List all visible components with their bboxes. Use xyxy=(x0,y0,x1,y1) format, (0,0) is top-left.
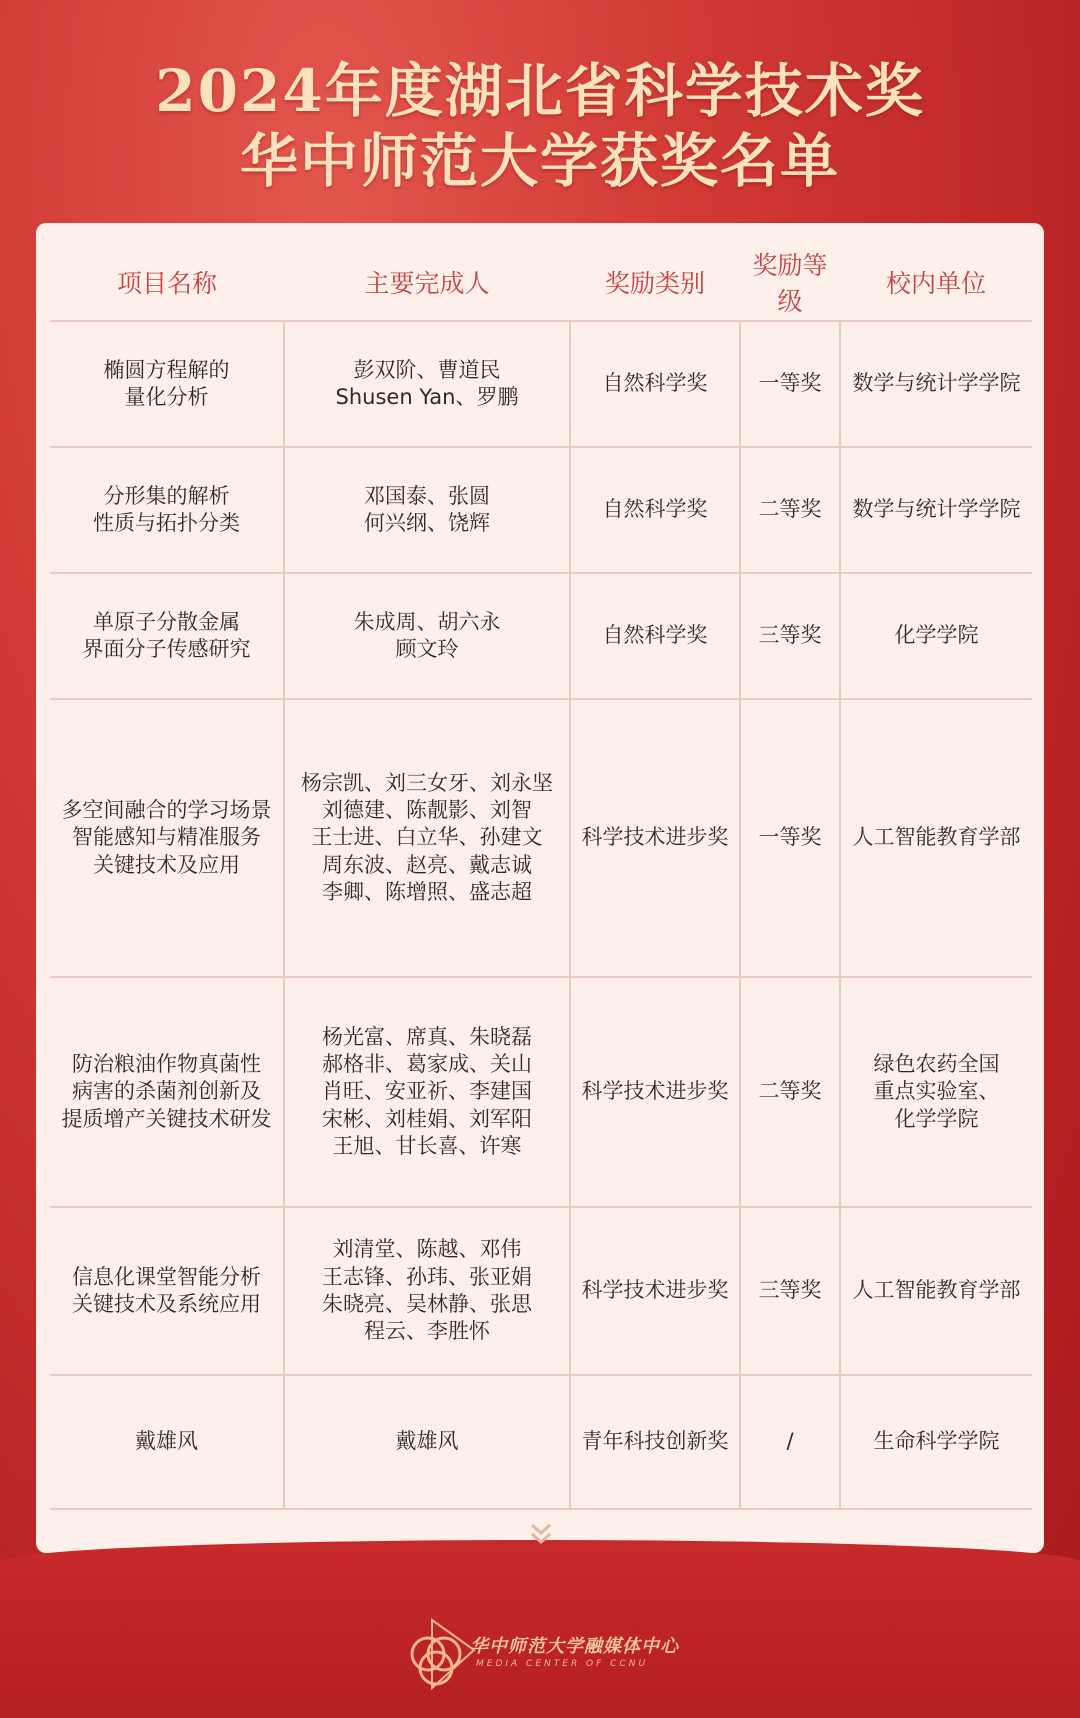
media-center-name: 华中师范大学融媒体中心 xyxy=(470,1636,679,1657)
cell-people: 邓国泰、张圆 何兴纲、饶辉 xyxy=(284,447,570,573)
cell-category: 自然科学奖 xyxy=(570,573,740,699)
cell-unit: 人工智能教育学部 xyxy=(840,1207,1032,1375)
cell-level: 三等奖 xyxy=(740,573,840,699)
cell-unit: 数学与统计学学院 xyxy=(840,447,1032,573)
header-people: 主要完成人 xyxy=(284,243,570,321)
table-row xyxy=(50,321,1032,447)
table-row xyxy=(50,699,1032,977)
header-level: 奖励等级 xyxy=(740,243,840,321)
cell-people: 彭双阶、曹道民 Shusen Yan、罗鹏 xyxy=(284,321,570,447)
page-title-line1: 2024年度湖北省科学技术奖 xyxy=(155,57,925,125)
cell-category: 青年科技创新奖 xyxy=(570,1375,740,1509)
table-row xyxy=(50,447,1032,573)
cell-category: 科学技术进步奖 xyxy=(570,977,740,1207)
cell-level: 二等奖 xyxy=(740,977,840,1207)
cell-project: 戴雄风 xyxy=(50,1375,284,1509)
cell-unit: 生命科学学院 xyxy=(840,1375,1032,1509)
cell-unit: 人工智能教育学部 xyxy=(840,699,1032,977)
award-list-card xyxy=(36,223,1044,1553)
scroll-down-chevron-icon xyxy=(530,1523,552,1551)
cell-people: 朱成周、胡六永 顾文玲 xyxy=(284,573,570,699)
header-category: 奖励类别 xyxy=(570,243,740,321)
cell-project: 分形集的解析 性质与拓扑分类 xyxy=(50,447,284,573)
cell-level: 二等奖 xyxy=(740,447,840,573)
header-unit: 校内单位 xyxy=(840,243,1032,321)
cell-people: 杨宗凯、刘三女牙、刘永坚 刘德建、陈靓影、刘智 王士进、白立华、孙建文 周东波、赵亮、戴志诚 李卿、陈增照、盛志超 xyxy=(284,699,570,977)
cell-unit: 绿色农药全国 重点实验室、 化学学院 xyxy=(840,977,1032,1207)
cell-project: 防治粮油作物真菌性 病害的杀菌剂创新及 提质增产关键技术研发 xyxy=(50,977,284,1207)
table-row xyxy=(50,573,1032,699)
cell-level: 三等奖 xyxy=(740,1207,840,1375)
cell-category: 自然科学奖 xyxy=(570,447,740,573)
cell-people: 杨光富、席真、朱晓磊 郝格非、葛家成、关山 肖旺、安亚祈、李建国 宋彬、刘桂娟、刘军阳 王旭、甘长喜、许寒 xyxy=(284,977,570,1207)
cell-people: 戴雄风 xyxy=(284,1375,570,1509)
cell-project: 椭圆方程解的 量化分析 xyxy=(50,321,284,447)
cell-level: 一等奖 xyxy=(740,321,840,447)
cell-category: 科学技术进步奖 xyxy=(570,1207,740,1375)
cell-project: 多空间融合的学习场景 智能感知与精准服务 关键技术及应用 xyxy=(50,699,284,977)
cell-level: 一等奖 xyxy=(740,699,840,977)
header-project: 项目名称 xyxy=(50,243,284,321)
cell-level: / xyxy=(740,1375,840,1509)
media-center-subtitle: MEDIA CENTER OF CCNU xyxy=(476,1659,649,1669)
cell-unit: 化学学院 xyxy=(840,573,1032,699)
cell-project: 信息化课堂智能分析 关键技术及系统应用 xyxy=(50,1207,284,1375)
cell-project: 单原子分散金属 界面分子传感研究 xyxy=(50,573,284,699)
table-row xyxy=(50,1375,1032,1509)
cell-people: 刘清堂、陈越、邓伟 王志锋、孙玮、张亚娟 朱晓亮、吴林静、张思 程云、李胜怀 xyxy=(284,1207,570,1375)
page-title-line2: 华中师范大学获奖名单 xyxy=(239,127,840,195)
table-header-row xyxy=(50,243,1032,321)
footer-band xyxy=(0,1540,1080,1718)
cell-category: 自然科学奖 xyxy=(570,321,740,447)
table-row xyxy=(50,1207,1032,1375)
award-table xyxy=(50,243,1032,1510)
media-center-logo-icon xyxy=(406,1612,476,1702)
table-row xyxy=(50,977,1032,1207)
cell-unit: 数学与统计学学院 xyxy=(840,321,1032,447)
cell-category: 科学技术进步奖 xyxy=(570,699,740,977)
